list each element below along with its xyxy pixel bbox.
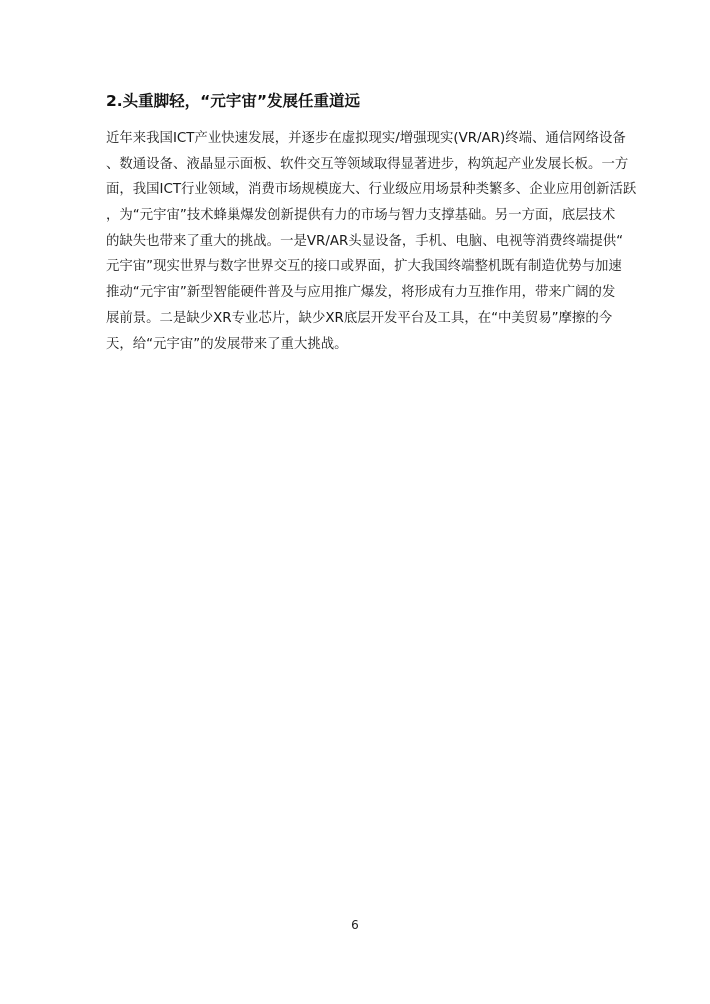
paragraph-line: 面，我国ICT行业领域，消费市场规模庞大、行业级应用场景种类繁多、企业应用创新活跃 (106, 182, 637, 198)
paragraph-line: ，为“元宇宙”技术蜂巢爆发创新提供有力的市场与智力支撑基础。另一方面，底层技术 (106, 208, 616, 224)
paragraph-line: 展前景。二是缺少XR专业芯片，缺少XR底层开发平台及工具，在“中美贸易”摩擦的今 (106, 310, 613, 326)
paragraph-line: 的缺失也带来了重大的挑战。一是VR/AR头显设备，手机、电脑、电视等消费终端提供“ (106, 233, 624, 249)
paragraph-line: 、数通设备、液晶显示面板、软件交互等领域取得显著进步，构筑起产业发展长板。一方 (106, 156, 629, 172)
paragraph-line: 元宇宙”现实世界与数字世界交互的接口或界面，扩大我国终端整机既有制造优势与加速 (106, 259, 622, 275)
body-paragraph (106, 126, 637, 357)
section-heading: 2.头重脚轻，“元宇宙”发展任重道远 (106, 92, 361, 110)
paragraph-line: 天，给“元宇宙”的发展带来了重大挑战。 (106, 336, 348, 352)
paragraph-line: 推动“元宇宙”新型智能硬件普及与应用推广爆发，将形成有力互推作用，带来广阔的发 (106, 285, 616, 301)
page-number: 6 (351, 918, 359, 932)
paragraph-line: 近年来我国ICT产业快速发展，并逐步在虚拟现实/增强现实(VR/AR)终端、通信网络设备 (106, 131, 626, 146)
